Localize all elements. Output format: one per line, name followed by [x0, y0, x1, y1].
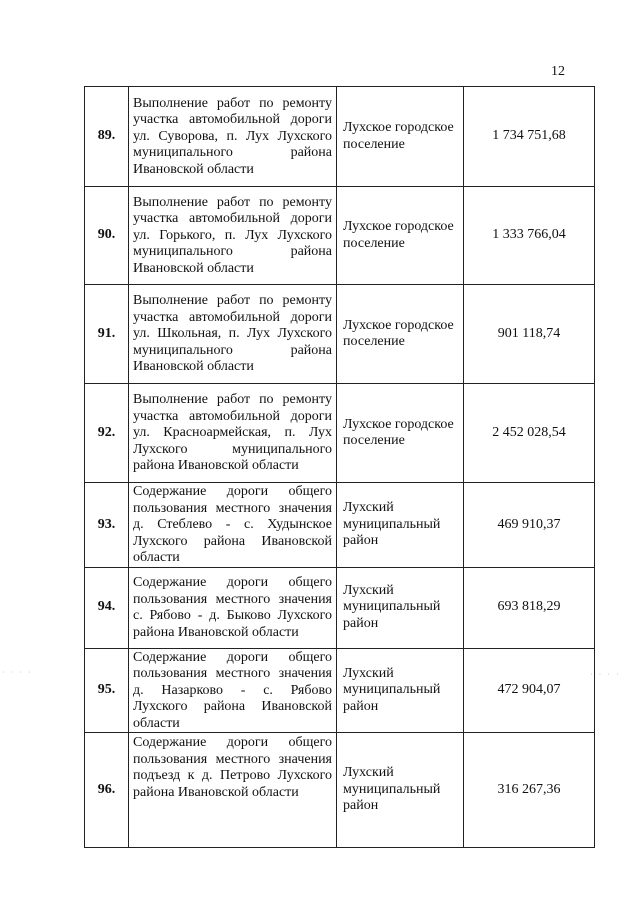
row-number: 89. [85, 87, 129, 187]
row-number: 95. [85, 648, 129, 733]
amount: 1 734 751,68 [464, 87, 595, 187]
amount: 469 910,37 [464, 483, 595, 568]
row-number: 90. [85, 187, 129, 285]
scan-artifact: · · · · [2, 668, 33, 677]
table-row [85, 733, 595, 848]
municipality: Лухский муниципальный район [337, 733, 464, 848]
page-number: 12 [551, 64, 565, 79]
municipality: Лухское городское поселение [337, 187, 464, 285]
work-description: Выполнение работ по ремонту участка автомобильной дороги ул. Красноармейская, п. Лух Лухского муниципального района Ивановской области [129, 384, 337, 483]
budget-table [84, 86, 595, 848]
table-row [85, 648, 595, 733]
municipality: Лухское городское поселение [337, 87, 464, 187]
amount: 472 904,07 [464, 648, 595, 733]
municipality: Лухский муниципальный район [337, 648, 464, 733]
table-row [85, 187, 595, 285]
row-number: 92. [85, 384, 129, 483]
row-number: 96. [85, 733, 129, 848]
work-description: Выполнение работ по ремонту участка автомобильной дороги ул. Суворова, п. Лух Лухского муниципального района Ивановской области [129, 87, 337, 187]
amount: 316 267,36 [464, 733, 595, 848]
work-description: Содержание дороги общего пользования местного значения д. Назарково - с. Рябово Лухского района Ивановской области [129, 648, 337, 733]
row-number: 91. [85, 285, 129, 384]
work-description: Содержание дороги общего пользования местного значения подъезд к д. Петрово Лухского района Ивановской области [129, 733, 337, 848]
table-row [85, 567, 595, 648]
amount: 901 118,74 [464, 285, 595, 384]
work-description: Содержание дороги общего пользования местного значения с. Рябово - д. Быково Лухского района Ивановской области [129, 567, 337, 648]
amount: 1 333 766,04 [464, 187, 595, 285]
amount: 693 818,29 [464, 567, 595, 648]
table-row [85, 87, 595, 187]
scan-artifact: · · · · [590, 670, 621, 679]
row-number: 93. [85, 483, 129, 568]
municipality: Лухский муниципальный район [337, 567, 464, 648]
work-description: Выполнение работ по ремонту участка автомобильной дороги ул. Горького, п. Лух Лухского муниципального района Ивановской области [129, 187, 337, 285]
municipality: Лухское городское поселение [337, 384, 464, 483]
table-row [85, 384, 595, 483]
work-description: Содержание дороги общего пользования местного значения д. Стеблево - с. Худынское Лухского района Ивановской области [129, 483, 337, 568]
table-row [85, 483, 595, 568]
municipality: Лухское городское поселение [337, 285, 464, 384]
row-number: 94. [85, 567, 129, 648]
municipality: Лухский муниципальный район [337, 483, 464, 568]
table-row [85, 285, 595, 384]
work-description: Выполнение работ по ремонту участка автомобильной дороги ул. Школьная, п. Лух Лухского муниципального района Ивановской области [129, 285, 337, 384]
amount: 2 452 028,54 [464, 384, 595, 483]
